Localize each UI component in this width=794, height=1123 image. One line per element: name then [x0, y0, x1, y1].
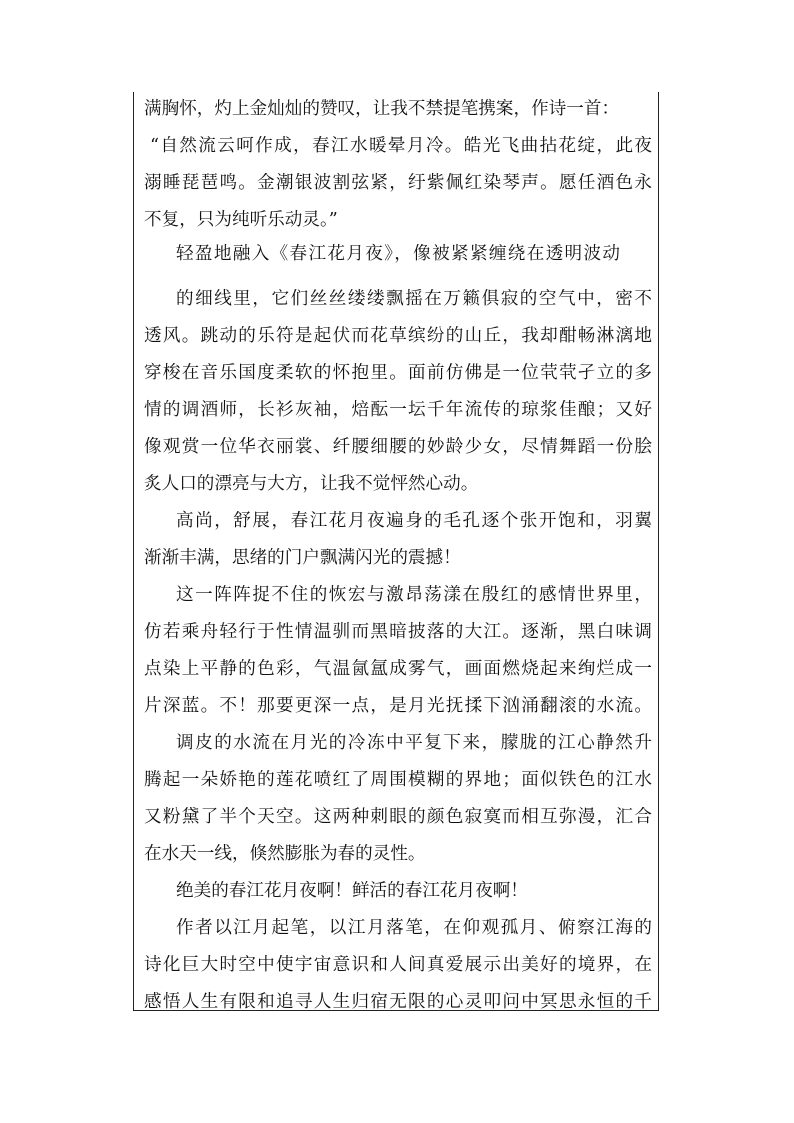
text-line: 在水天一线，倏然膨胀为春的灵性。 [144, 844, 426, 864]
text-line: 又粉黛了半个天空。这两种刺眼的颜色寂寞而相互弥漫，汇合 [144, 807, 652, 827]
text-line: 片深蓝。不！那要更深一点，是月光抚揉下汹涌翻滚的水流。 [144, 696, 652, 716]
text-line: 仿若乘舟轻行于性情温驯而黑暗披落的大江。逐渐，黑白味调 [144, 622, 652, 642]
text-line: 透风。跳动的乐符是起伏而花草缤纷的山丘，我却酣畅淋漓地 [144, 326, 652, 346]
text-line: “自然流云呵作成，春江水暖晕月冷。皓光飞曲拈花绽，此夜 [150, 136, 652, 156]
paragraph-start-line: 作者以江月起笔，以江月落笔，在仰观孤月、俯察江海的 [176, 918, 652, 938]
paragraph-start-line: 绝美的春江花月夜啊！鲜活的春江花月夜啊！ [176, 881, 528, 901]
text-line: 满胸怀，灼上金灿灿的赞叹，让我不禁提笔携案，作诗一首： [144, 99, 620, 119]
paragraph-start-line: 调皮的水流在月光的冷冻中平复下来，朦胧的江心静然升 [176, 733, 652, 753]
text-frame [133, 92, 659, 1011]
text-line: 点染上平静的色彩，气温氤氲成雾气，画面燃烧起来绚烂成一 [144, 659, 652, 679]
text-line: 诗化巨大时空中使宇宙意识和人间真爱展示出美好的境界，在 [144, 955, 652, 975]
text-line: 炙人口的漂亮与大方，让我不觉怦然心动。 [144, 474, 479, 494]
text-line: 腾起一朵娇艳的莲花喷红了周围模糊的界地；面似铁色的江水 [144, 770, 652, 790]
text-line: 渐渐丰满，思绪的门户飘满闪光的震撼！ [144, 548, 461, 568]
paragraph-start-line: 这一阵阵捉不住的恢宏与激昂荡漾在殷红的感情世界里， [176, 585, 652, 605]
text-line: 感悟人生有限和追寻人生归宿无限的心灵叩问中冥思永恒的千 [144, 992, 652, 1012]
text-line: 的细线里，它们丝丝缕缕飘摇在万籁俱寂的空气中，密不 [176, 289, 652, 309]
text-line: 不复，只为纯听乐动灵。” [144, 210, 338, 230]
paragraph-start-line: 轻盈地融入《春江花月夜》，像被紧紧缠绕在透明波动 [176, 244, 620, 264]
text-line: 溺睡琵琶鸣。金潮银波割弦紧，纡紫佩红染琴声。愿任酒色永 [144, 173, 652, 193]
text-line: 情的调酒师，长衫灰袖，焙酝一坛千年流传的琼浆佳酿；又好 [144, 400, 652, 420]
text-line: 穿梭在音乐国度柔软的怀抱里。面前仿佛是一位茕茕孑立的多 [144, 363, 652, 383]
text-line: 像观赏一位华衣丽裳、纤腰细腰的妙龄少女，尽情舞蹈一份脍 [144, 437, 652, 457]
paragraph-start-line: 高尚，舒展，春江花月夜遍身的毛孔逐个张开饱和，羽翼 [176, 511, 652, 531]
